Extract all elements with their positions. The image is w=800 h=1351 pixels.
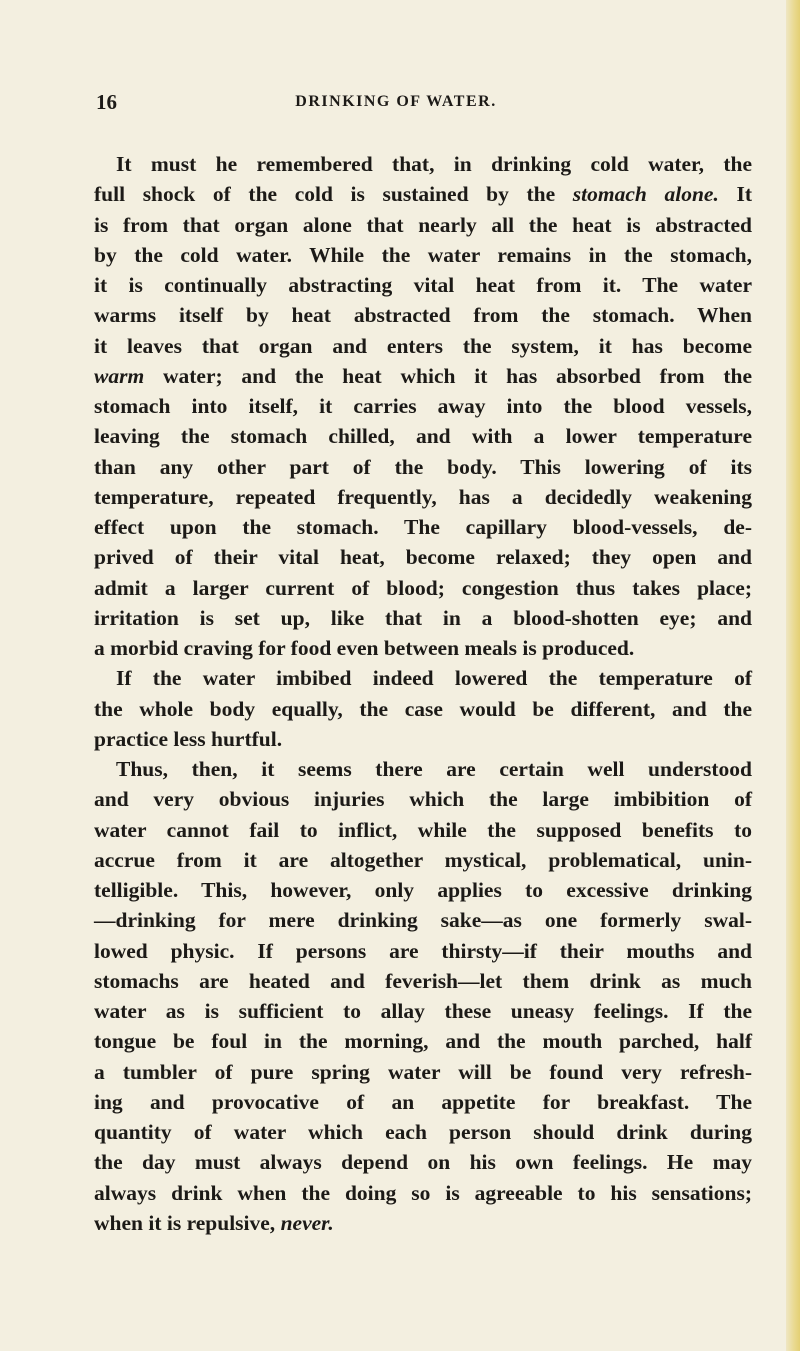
- text-line: admit a larger current of blood; congestion thus takes place;: [94, 575, 752, 600]
- text-line: temperature, repeated frequently, has a decidedly weakening: [94, 484, 752, 509]
- text-line: water as is sufficient to allay these uneasy feelings. If the: [94, 999, 752, 1023]
- text-line: If the water imbibed indeed lowered the temperature of: [116, 666, 752, 691]
- text-line: Thus, then, it seems there are certain well understood: [116, 757, 752, 781]
- paragraph: [94, 149, 752, 663]
- text-line: accrue from it are altogether mystical, problematical, unin-: [94, 847, 752, 872]
- text-line: when it is repulsive, never.: [94, 1210, 334, 1235]
- text-line: tongue be foul in the morning, and the mouth parched, half: [94, 1029, 752, 1054]
- emphasis: warm: [94, 363, 145, 388]
- text-line: stomach into itself, it carries away into the blood vessels,: [94, 394, 752, 418]
- text-line: quantity of water which each person should drink during: [94, 1120, 752, 1144]
- body-text: [94, 149, 752, 1238]
- emphasis: never.: [280, 1210, 334, 1235]
- text-line: it leaves that organ and enters the system, it has become: [94, 333, 752, 358]
- text-line: always drink when the doing so is agreeable to his sensations;: [94, 1180, 752, 1205]
- text-line: by the cold water. While the water remains in the stomach,: [94, 242, 752, 267]
- text-line: a tumbler of pure spring water will be found very refresh-: [94, 1059, 752, 1084]
- page-edge: [786, 0, 800, 1351]
- text-line: a morbid craving for food even between meals is produced.: [94, 636, 635, 660]
- text-line: full shock of the cold is sustained by the stomach alone. It: [94, 182, 752, 207]
- text-line: is from that organ alone that nearly all the heat is abstracted: [94, 212, 752, 237]
- text-line: practice less hurtful.: [94, 726, 283, 751]
- text-line: irritation is set up, like that in a blood-shotten eye; and: [94, 605, 752, 630]
- text-line: warm water; and the heat which it has absorbed from the: [94, 363, 752, 388]
- text-line: ing and provocative of an appetite for breakfast. The: [94, 1089, 752, 1114]
- emphasis: stomach alone.: [572, 182, 719, 207]
- text-line: stomachs are heated and feverish—let them drink as much: [94, 968, 752, 993]
- text-line: the day must always depend on his own feelings. He may: [94, 1150, 752, 1175]
- text-line: the whole body equally, the case would be different, and the: [94, 696, 752, 721]
- text-line: effect upon the stomach. The capillary blood-vessels, de-: [94, 515, 752, 539]
- running-head: DRINKING OF WATER.: [295, 93, 497, 110]
- text-line: It must he remembered that, in drinking cold water, the: [116, 152, 752, 176]
- text-line: prived of their vital heat, become relaxed; they open and: [94, 545, 752, 570]
- paragraph: [94, 754, 752, 1238]
- text-line: it is continually abstracting vital heat from it. The water: [94, 273, 752, 297]
- text-line: —drinking for mere drinking sake—as one formerly swal-: [94, 908, 752, 933]
- text-line: warms itself by heat abstracted from the stomach. When: [94, 303, 752, 328]
- text-line: leaving the stomach chilled, and with a lower temperature: [94, 424, 752, 449]
- text-line: and very obvious injuries which the large imbibition of: [94, 787, 752, 812]
- page-number: 16: [96, 90, 117, 114]
- text-line: than any other part of the body. This lowering of its: [94, 454, 752, 479]
- page-header: [96, 90, 696, 120]
- text-line: telligible. This, however, only applies to excessive drinking: [94, 878, 752, 902]
- text-line: water cannot fail to inflict, while the supposed benefits to: [94, 817, 752, 842]
- paragraph: [94, 663, 752, 754]
- text-line: lowed physic. If persons are thirsty—if their mouths and: [94, 938, 752, 963]
